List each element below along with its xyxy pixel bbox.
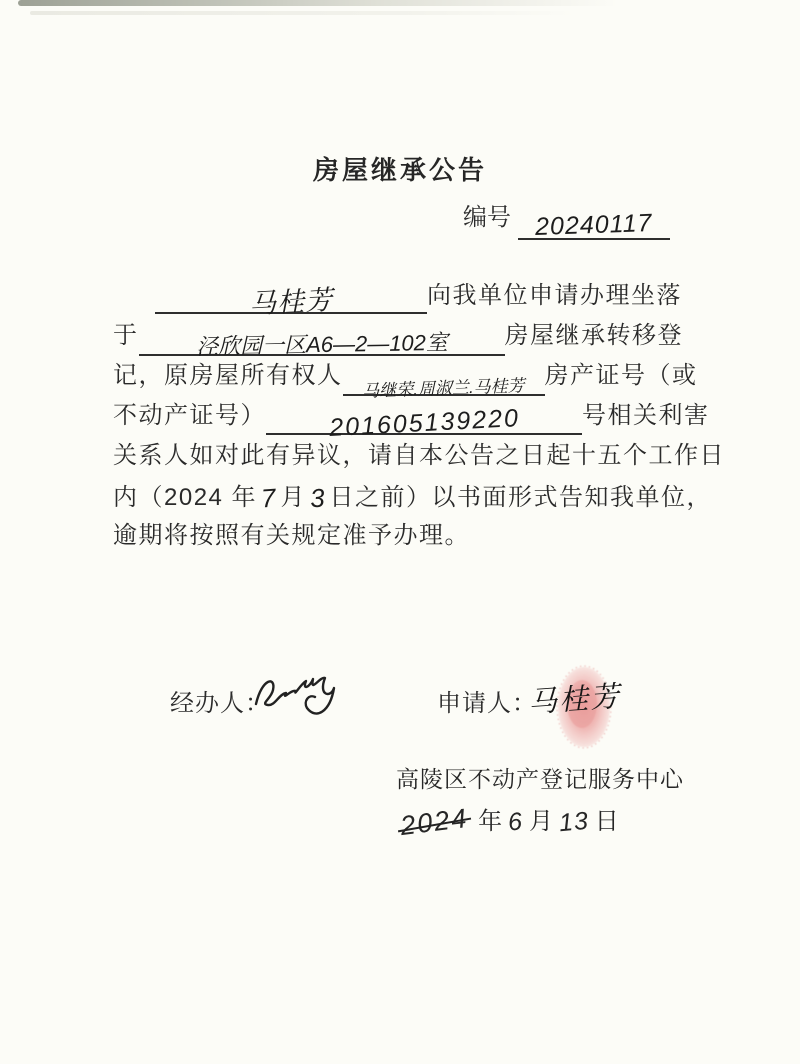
original-owners-blank — [343, 364, 545, 401]
body-line-5 — [113, 439, 725, 473]
body-line-6-suffix: 日之前）以书面形式告知我单位， — [329, 484, 712, 511]
handler-label: 经办人： — [170, 690, 270, 717]
issue-day-handwriting: 13 — [557, 806, 591, 838]
certificate-number-blank — [266, 403, 582, 442]
body-line-5-text: 关系人如对此有异议，请自本公告之日起十五个工作日 — [113, 442, 725, 469]
applicant-name-blank — [155, 282, 427, 320]
document-title: 房屋继承公告 — [312, 155, 487, 185]
issue-date-row — [398, 801, 619, 842]
month-label-footer: 月 — [528, 808, 553, 835]
applicant-label: 申请人： — [437, 690, 537, 717]
issue-month-handwriting: 6 — [506, 807, 525, 837]
handler-signature-scribble — [246, 664, 341, 726]
deadline-month-handwriting: 7 — [260, 482, 278, 514]
body-line-2-prefix: 于 — [113, 322, 139, 349]
scan-artifact-top-2 — [30, 11, 575, 15]
issue-year-handwriting: 2024 — [398, 802, 470, 842]
document-number-row — [463, 197, 670, 240]
day-label: 日 — [594, 808, 619, 835]
body-line-3-prefix: 记，原房屋所有权人 — [113, 362, 343, 389]
body-line-6-prefix: 内（2024 年 — [113, 484, 258, 511]
property-address-handwriting: 泾欣园一区A6—2—102室 — [195, 329, 448, 360]
document-number-blank — [518, 208, 670, 240]
original-owners-handwriting: 马继荣.周淑兰.马桂芳 — [362, 376, 526, 401]
body-line-4 — [113, 399, 710, 442]
body-line-7 — [113, 519, 470, 553]
document-number-label: 编号 — [463, 204, 511, 231]
year-label: 年 — [478, 808, 503, 835]
deadline-day-handwriting: 3 — [309, 482, 327, 514]
property-address-blank — [139, 324, 505, 360]
body-line-3-suffix: 房产证号（或 — [544, 362, 698, 389]
body-line-7-text: 逾期将按照有关规定准予办理。 — [113, 522, 470, 549]
body-line-4-suffix: 号相关利害 — [582, 402, 710, 429]
body-line-3 — [113, 359, 698, 401]
applicant-name-handwriting: 马桂芳 — [248, 284, 334, 320]
body-line-2-suffix: 房屋继承转移登 — [504, 322, 683, 349]
body-line-1-text: 向我单位申请办理坐落 — [427, 282, 682, 309]
body-line-1 — [113, 279, 682, 320]
applicant-signature-handwriting: 马桂芳 — [527, 680, 623, 720]
body-line-6 — [113, 479, 712, 515]
month-label: 月 — [280, 484, 307, 511]
body-line-4-prefix: 不动产证号） — [113, 402, 266, 429]
document-number-value: 20240117 — [534, 208, 653, 242]
certificate-number-handwriting: 201605139220 — [328, 404, 521, 442]
body-line-2 — [113, 319, 683, 360]
scan-artifact-top — [18, 0, 618, 6]
organization-name: 高陵区不动产登记服务中心 — [396, 766, 684, 792]
